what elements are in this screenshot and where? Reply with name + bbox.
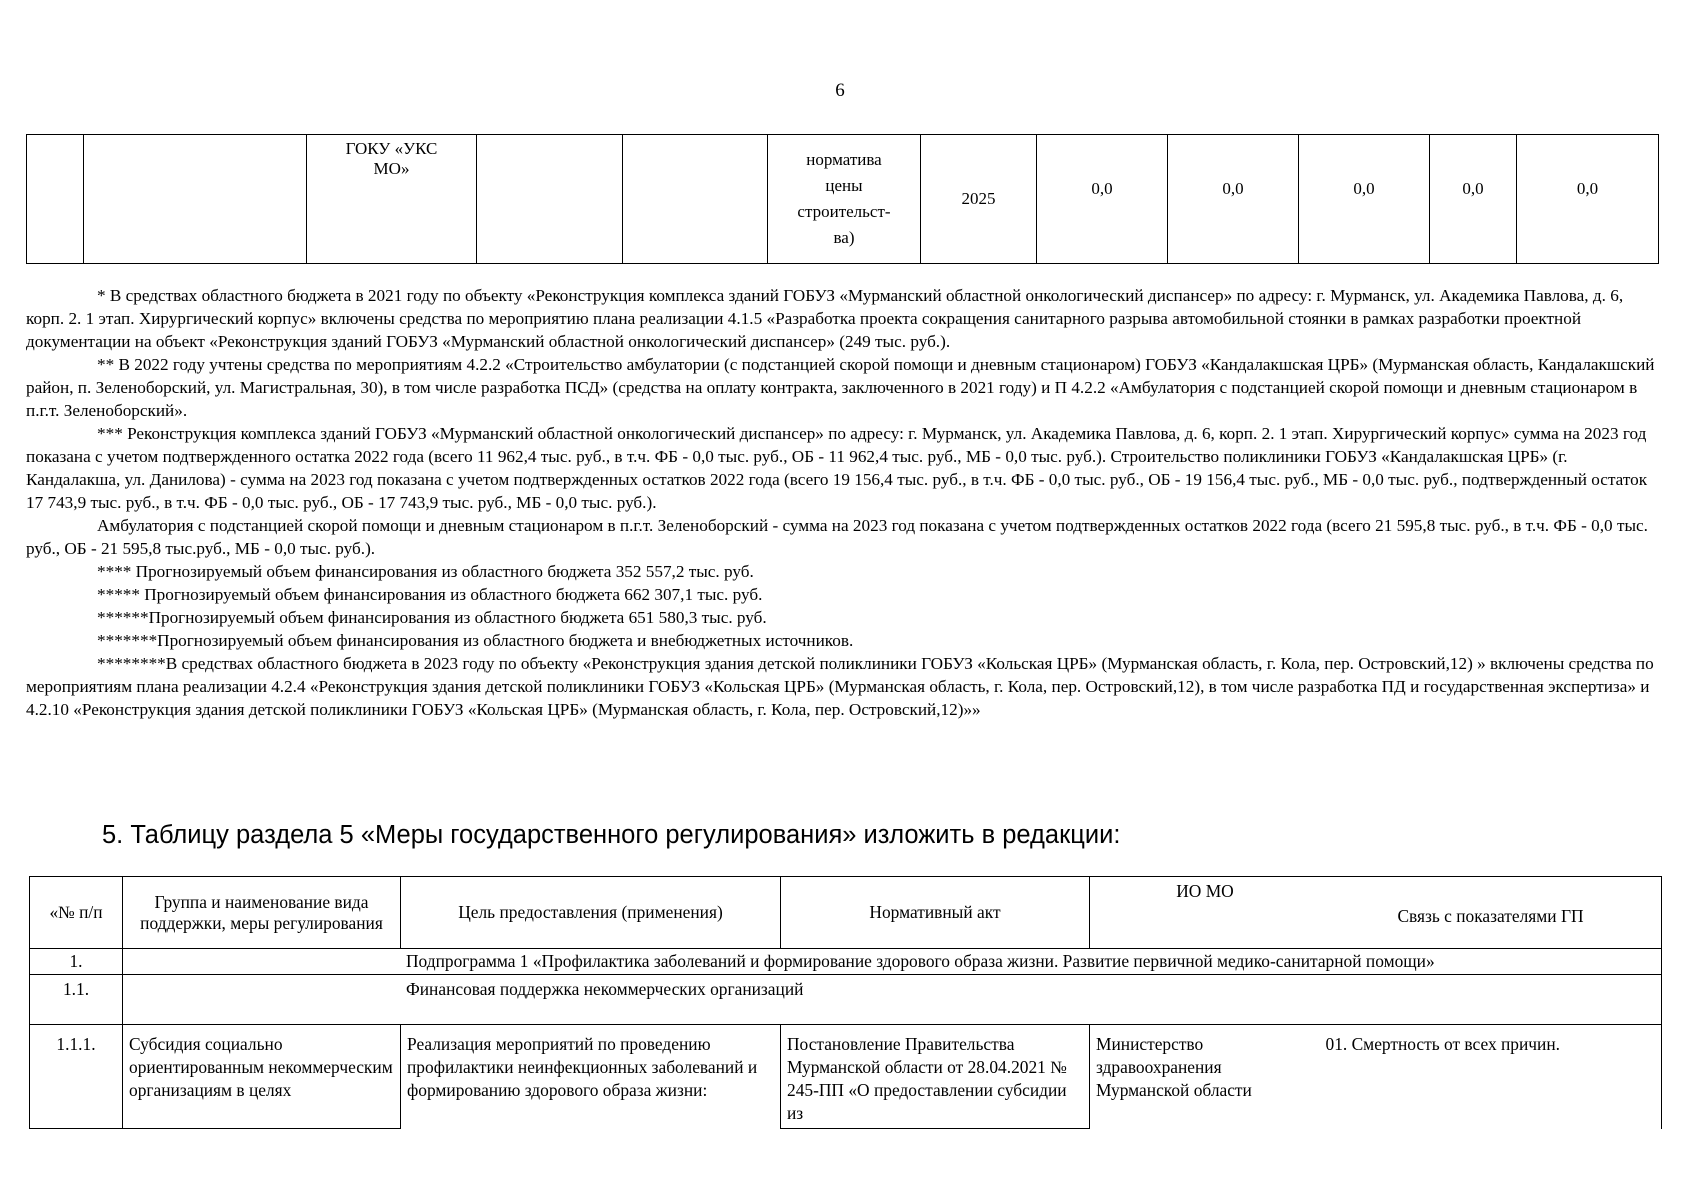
footnote: ********В средствах областного бюджета в 2023 году по объекту «Реконструкция здания детской поликлиники ГОБУЗ «Кольская ЦРБ» (Мурманская область, г. Кола, пер. Островский,12) » включены средства по мероприятиям плана реализации 4.2.4 «Реконструкция здания детской поликлиники ГОБУЗ «Кольская ЦРБ» (Мурманская область, г. Кола, пер. Островский,12), в том числе разработка ПД и государственная экспертиза» и 4.2.10 «Реконструкция здания детской поликлиники ГОБУЗ «Кольская ЦРБ» (Мурманская область, г. Кола, пер. Островский,12)»»: [26, 654, 1654, 719]
footnote: *******Прогнозируемый объем финансирования из областного бюджета и внебюджетных источников.: [97, 631, 854, 650]
table-row: [30, 975, 1662, 1025]
cell-value: 0,0: [1299, 135, 1430, 264]
row-goal: Реализация мероприятий по проведению профилактики неинфекционных заболеваний и формированию здорового образа жизни:: [401, 1025, 781, 1129]
footnote: Амбулатория с подстанцией скорой помощи и дневным стационаром в п.г.т. Зеленоборский - сумма на 2023 год показана с учетом подтвержденных остатков 2022 года (всего 21 595,8 тыс. руб., в т.ч. ФБ - 0,0 тыс. руб., ОБ - 21 595,8 тыс.руб., МБ - 0,0 тыс. руб.).: [26, 516, 1648, 558]
header-num: «№ п/п: [30, 877, 123, 949]
description-line: норматива: [806, 150, 882, 169]
row-group: Субсидия социально ориентированным некоммерческим организациям в целях: [123, 1025, 401, 1129]
row-link: 01. Смертность от всех причин.: [1320, 1025, 1662, 1129]
description-line: строительст-: [797, 202, 891, 221]
footnotes: [26, 284, 1656, 721]
table-row: [30, 1025, 1662, 1129]
description-line: цены: [825, 176, 863, 195]
footnote: ***** Прогнозируемый объем финансирования из областного бюджета 662 307,1 тыс. руб.: [97, 585, 763, 604]
header-io-and-link: [1090, 877, 1662, 949]
section-heading: 5. Таблицу раздела 5 «Меры государственного регулирования» изложить в редакции:: [102, 821, 1121, 849]
page-number: 6: [835, 80, 845, 101]
cell-value: 0,0: [1517, 135, 1659, 264]
cell-year: 2025: [921, 135, 1037, 264]
cell-empty: [477, 135, 623, 264]
executor-line: ГОКУ «УКС: [345, 139, 438, 158]
cell-value: 0,0: [1037, 135, 1168, 264]
footnote: * В средствах областного бюджета в 2021 году по объекту «Реконструкция комплекса зданий ГОБУЗ «Мурманский областной онкологический диспансер» по адресу: г. Мурманск, ул. Академика Павлова, д. 6, корп. 2. 1 этап. Хирургический корпус» включены средства по мероприятию плана реализации 4.1.5 «Разработка проекта сокращения санитарного разрыва автомобильной стоянки в рамках разработки проектной документации на объект «Реконструкция зданий ГОБУЗ «Мурманский областной онкологический диспансер» (249 тыс. руб.).: [26, 286, 1624, 351]
cell-empty: [623, 135, 768, 264]
row-num: 1.1.1.: [30, 1025, 123, 1129]
row-io: Министерство здравоохранения Мурманской области: [1090, 1025, 1320, 1129]
row-act: Постановление Правительства Мурманской области от 28.04.2021 № 245-ПП «О предоставлении субсидии из: [781, 1025, 1090, 1129]
header-group: Группа и наименование вида поддержки, меры регулирования: [123, 877, 401, 949]
footnote: ******Прогнозируемый объем финансирования из областного бюджета 651 580,3 тыс. руб.: [97, 608, 767, 627]
header-goal: Цель предоставления (применения): [401, 877, 781, 949]
cell-empty: [84, 135, 307, 264]
cell-executor: [307, 135, 477, 264]
description-line: ва): [833, 228, 855, 247]
header-io: ИО МО: [1176, 881, 1234, 901]
financing-table-continuation: [26, 134, 1659, 264]
cell-empty: [27, 135, 84, 264]
table-row: [30, 949, 1662, 975]
row-num: 1.1.: [30, 975, 123, 1025]
footnote: ** В 2022 году учтены средства по мероприятиям 4.2.2 «Строительство амбулатории (с подстанцией скорой помощи и дневным стационаром) ГОБУЗ «Кандалакшская ЦРБ» (Мурманская область, Кандалакшский район, п. Зеленоборский, ул. Магистральная, 30), в том числе разработка ПСД» (средства на оплату контракта, заключенного в 2021 году) и П 4.2.2 «Амбулатория с подстанцией скорой помощи и дневным стационаром в п.г.т. Зеленоборский».: [26, 355, 1655, 420]
regulation-measures-table: [29, 876, 1662, 1129]
header-act: Нормативный акт: [781, 877, 1090, 949]
cell-value: 0,0: [1168, 135, 1299, 264]
row-section: Финансовая поддержка некоммерческих организаций: [123, 975, 1662, 1025]
cell-description: [768, 135, 921, 264]
table-header-row: [30, 877, 1662, 949]
cell-value: 0,0: [1430, 135, 1517, 264]
header-link: Связь с показателями ГП: [1397, 906, 1584, 926]
footnote: **** Прогнозируемый объем финансирования из областного бюджета 352 557,2 тыс. руб.: [97, 562, 754, 581]
row-subprogram: Подпрограмма 1 «Профилактика заболеваний и формирование здорового образа жизни. Развитие первичной медико-санитарной помощи»: [123, 949, 1662, 975]
executor-line: МО»: [373, 159, 410, 178]
footnote: *** Реконструкция комплекса зданий ГОБУЗ «Мурманский областной онкологический диспансер» по адресу: г. Мурманск, ул. Академика Павлова, д. 6, корп. 2. 1 этап. Хирургический корпус» сумма на 2023 год показана с учетом подтвержденного остатка 2022 года (всего 11 962,4 тыс. руб., в т.ч. ФБ - 0,0 тыс. руб., ОБ - 11 962,4 тыс. руб., МБ - 0,0 тыс. руб.). Строительство поликлиники ГОБУЗ «Кандалакшская ЦРБ» (г. Кандалакша, ул. Данилова) - сумма на 2023 год показана с учетом подтвержденных остатков 2022 года (всего 19 156,4 тыс. руб., в т.ч. ФБ - 0,0 тыс. руб., ОБ - 19 156,4 тыс. руб., МБ - 0,0 тыс. руб., подтвержденный остаток 17 743,9 тыс. руб., в т.ч. ФБ - 0,0 тыс. руб., ОБ - 17 743,9 тыс. руб., МБ - 0,0 тыс. руб.).: [26, 424, 1648, 512]
row-num: 1.: [30, 949, 123, 975]
